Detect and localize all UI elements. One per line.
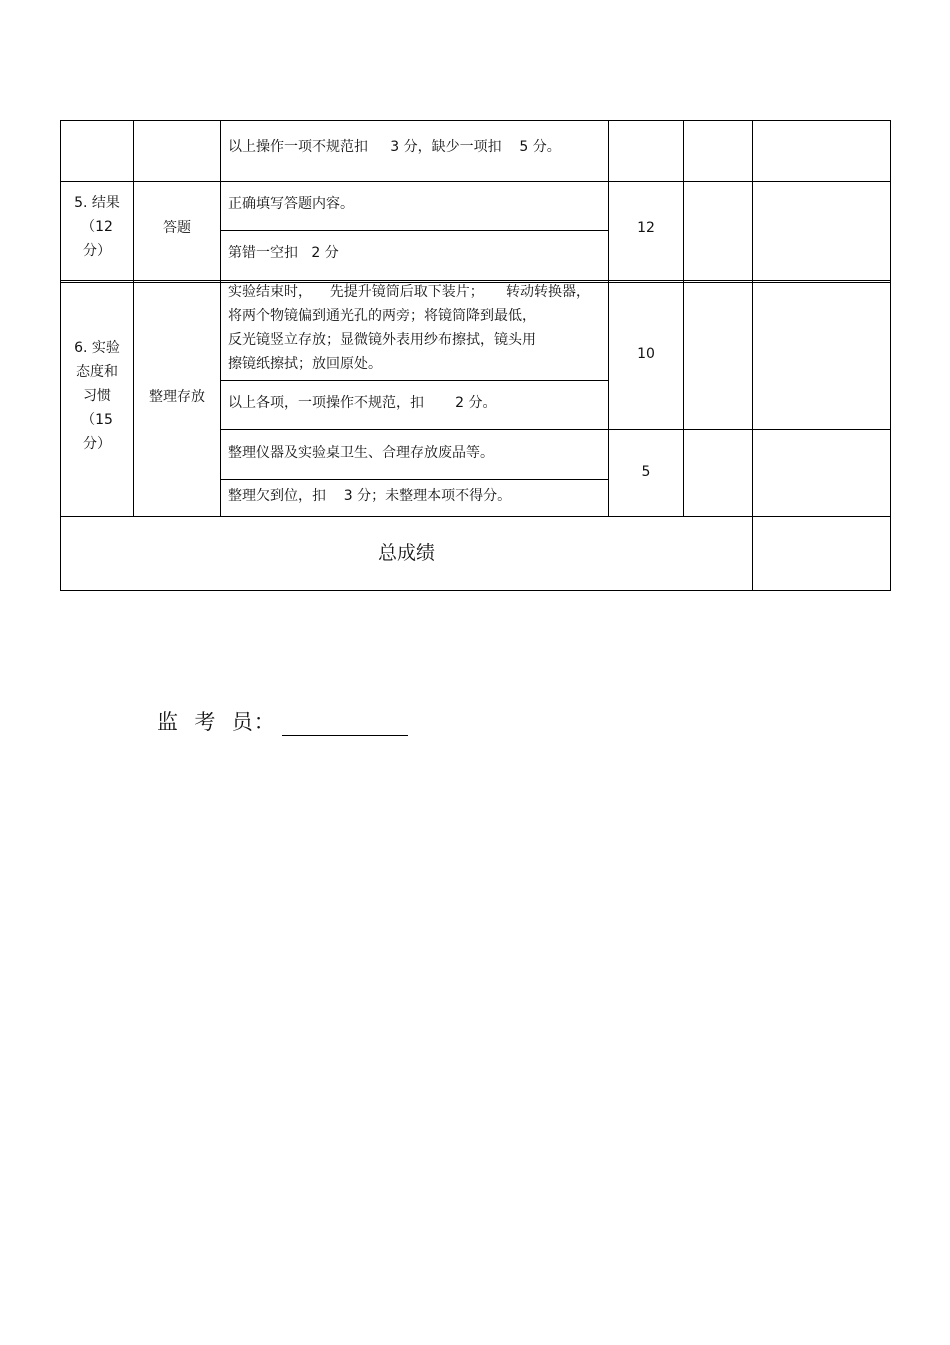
table-line bbox=[60, 516, 891, 517]
criteria-text: 第错一空扣 2 分 bbox=[228, 245, 339, 261]
criteria-text: 正确填写答题内容。 bbox=[228, 196, 354, 212]
table-line bbox=[60, 181, 891, 182]
item-attitude: 6. 实验 态度和 习惯 （15 分） bbox=[74, 340, 120, 452]
content-result: 答题 bbox=[163, 220, 191, 236]
table-line bbox=[220, 120, 221, 517]
table-line bbox=[220, 380, 609, 381]
proctor-signature bbox=[157, 706, 408, 736]
criteria-text: 以上操作一项不规范扣 3 分，缺少一项扣 5 分。 bbox=[228, 139, 561, 155]
proctor-label: 监 考 员： bbox=[157, 710, 276, 734]
table-line bbox=[60, 120, 891, 121]
table-line bbox=[752, 120, 753, 591]
criteria-text: 整理欠到位，扣 3 分；未整理本项不得分。 bbox=[228, 488, 512, 504]
item-result: 5. 结果 （12 分） bbox=[74, 195, 120, 259]
table-line bbox=[60, 590, 891, 591]
table-line bbox=[890, 120, 891, 591]
score-cleanup: 5 bbox=[641, 464, 651, 480]
table-line bbox=[220, 429, 891, 430]
criteria-text: 整理仪器及实验桌卫生、合理存放废品等。 bbox=[228, 445, 494, 461]
score-storage: 10 bbox=[637, 346, 655, 362]
table-line bbox=[133, 120, 134, 517]
score-result: 12 bbox=[637, 220, 655, 236]
criteria-text: 实验结束时， 先提升镜筒后取下装片； 转动转换器， 将两个物镜偏到通光孔的两旁；将镜筒降到最低， 反光镜竖立存放；显微镜外表用纱布擦拭，镜头用 擦镜纸擦拭；放回原处。 bbox=[228, 284, 591, 372]
table-line bbox=[608, 120, 609, 517]
table-line bbox=[220, 479, 609, 480]
total-label: 总成绩 bbox=[377, 542, 435, 564]
criteria-text: 以上各项，一项操作不规范，扣 2 分。 bbox=[228, 395, 497, 411]
signature-blank bbox=[282, 713, 408, 736]
table-line bbox=[220, 230, 609, 231]
table-line bbox=[683, 120, 684, 517]
content-attitude: 整理存放 bbox=[149, 389, 205, 405]
